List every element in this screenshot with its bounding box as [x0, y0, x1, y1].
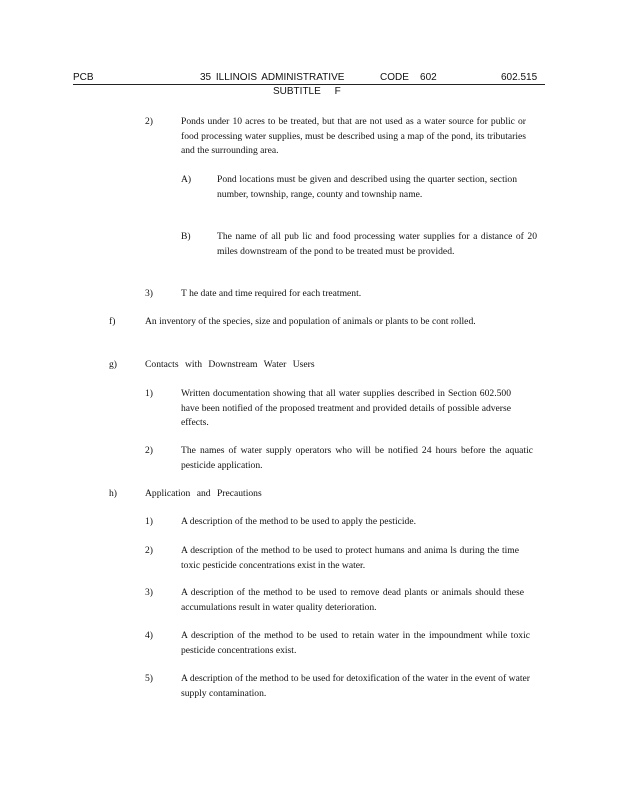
item-text-2b: The name of all pub lic and food processing water supplies for a distance of 20 miles downstream of the pond to be treated must be provided. [217, 231, 537, 257]
item-label-f: f) [109, 316, 116, 327]
item-label-h: h) [109, 488, 117, 499]
item-label-g2: 2) [145, 445, 153, 456]
item-text-h3: A description of the method to be used to remove dead plants or animals should these accumulations result in water quality deterioration. [181, 587, 524, 613]
item-label-h4: 4) [145, 630, 153, 641]
header-rule [73, 84, 545, 85]
item-text-h2: A description of the method to be used to protect humans and anima ls during the time toxic pesticide concentrations exist in the water. [181, 545, 519, 571]
item-text-2: Ponds under 10 acres to be treated, but that are not used as a water source for public or food processing water supplies, must be described using a map of the pond, its tributaries and the surrounding area. [181, 116, 526, 156]
item-text-f: An inventory of the species, size and population of animals or plants to be cont rolled. [145, 316, 476, 327]
header-title: 35 ILLINOIS ADMINISTRATIVE [200, 72, 345, 83]
item-label-g1: 1) [145, 388, 153, 399]
item-label-2b: B) [181, 231, 191, 242]
item-label-2a: A) [181, 174, 192, 185]
item-label-g: g) [109, 359, 117, 370]
item-text-h4: A description of the method to be used to retain water in the impoundment while toxic pesticide concentrations exist. [181, 630, 530, 656]
item-text-g: Contacts with Downstream Water Users [145, 359, 315, 370]
item-label-h5: 5) [145, 673, 153, 684]
item-label-h2: 2) [145, 545, 153, 556]
item-label-h3: 3) [145, 587, 153, 598]
item-text-2a: Pond locations must be given and described using the quarter section, section number, township, range, county and township name. [217, 174, 517, 200]
item-text-3: T he date and time required for each treatment. [181, 288, 362, 299]
header-subtitle: SUBTITLE F [273, 86, 341, 97]
item-text-h1: A description of the method to be used to apply the pesticide. [181, 516, 416, 527]
header-pcb: PCB [73, 72, 94, 83]
item-text-g2: The names of water supply operators who will be notified 24 hours before the aquatic pesticide application. [181, 445, 533, 471]
item-label-3: 3) [145, 288, 153, 299]
header-section-number: 602.515 [501, 72, 538, 83]
item-text-g1: Written documentation showing that all water supplies described in Section 602.500 have been notified of the proposed treatment and provided details of possible adverse effects. [181, 388, 511, 428]
item-label-h1: 1) [145, 516, 153, 527]
item-text-h5: A description of the method to be used for detoxification of the water in the event of water supply contamination. [181, 673, 530, 699]
item-label-2: 2) [145, 116, 153, 127]
header-code: CODE 602 [380, 72, 437, 83]
item-text-h: Application and Precautions [145, 488, 262, 499]
